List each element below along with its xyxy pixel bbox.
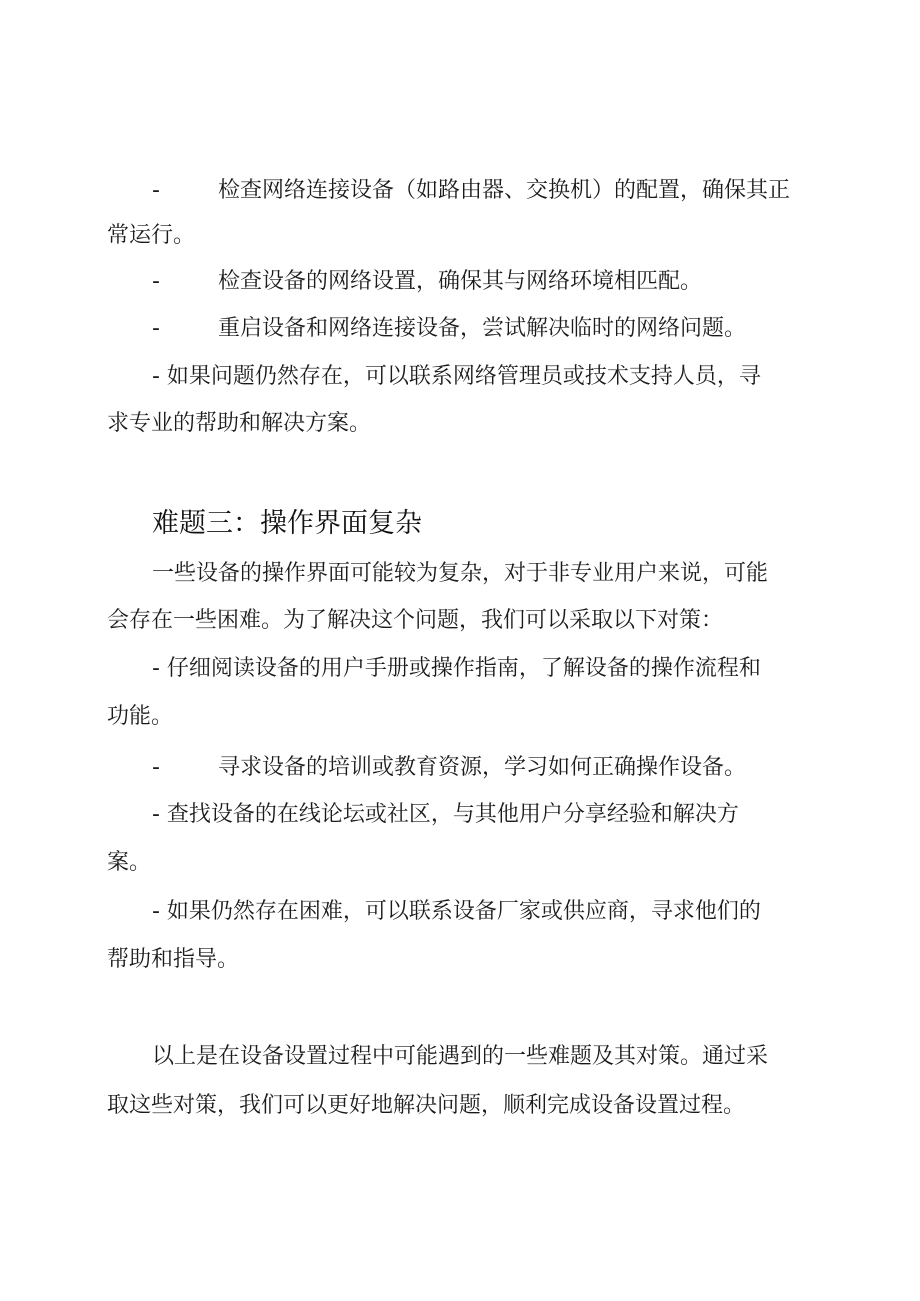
- bullet-text: 重启设备和网络连接设备，尝试解决临时的网络问题。: [218, 316, 747, 341]
- conclusion-line-1: 以上是在设备设置过程中可能遇到的一些难题及其对策。通过采: [152, 1044, 769, 1069]
- interface-intro-line-1: 一些设备的操作界面可能较为复杂，对于非专业用户来说，可能: [152, 561, 769, 586]
- bullet-text: 寻求设备的培训或教育资源，学习如何正确操作设备。: [218, 755, 747, 780]
- interface-bullet-3-line-1: - 查找设备的在线论坛或社区，与其他用户分享经验和解决方: [152, 802, 739, 827]
- network-bullet-4-line-1: - 如果问题仍然存在，可以联系网络管理员或技术支持人员，寻: [152, 364, 761, 389]
- bullet-text: 检查设备的网络设置，确保其与网络环境相匹配。: [218, 269, 703, 294]
- bullet-text: 检查网络连接设备（如路由器、交换机）的配置，确保其正: [218, 178, 791, 203]
- interface-bullet-2: [152, 753, 746, 783]
- interface-bullet-4-line-1: - 如果仍然存在困难，可以联系设备厂家或供应商，寻求他们的: [152, 899, 761, 924]
- interface-intro-line-2: 会存在一些困难。为了解决这个问题，我们可以采取以下对策：: [107, 608, 724, 633]
- bullet-dash: -: [152, 178, 160, 203]
- bullet-dash: -: [152, 269, 160, 294]
- network-bullet-3: [152, 314, 746, 344]
- interface-bullet-1-line-2: 功能。: [107, 704, 174, 729]
- interface-bullet-3-line-2: 案。: [107, 850, 152, 875]
- bullet-dash: -: [152, 755, 160, 780]
- network-bullet-1-line-1: [152, 176, 790, 206]
- interface-bullet-4-line-2: 帮助和指导。: [107, 947, 240, 972]
- network-bullet-4-line-2: 求专业的帮助和解决方案。: [107, 411, 372, 436]
- network-bullet-1-line-2: 常运行。: [107, 223, 196, 248]
- bullet-dash: -: [152, 316, 160, 341]
- interface-bullet-1-line-1: - 仔细阅读设备的用户手册或操作指南，了解设备的操作流程和: [152, 656, 761, 681]
- section-heading: 难题三：操作界面复杂: [152, 508, 422, 539]
- network-bullet-2: [152, 267, 702, 297]
- conclusion-line-2: 取这些对策，我们可以更好地解决问题，顺利完成设备设置过程。: [107, 1093, 746, 1118]
